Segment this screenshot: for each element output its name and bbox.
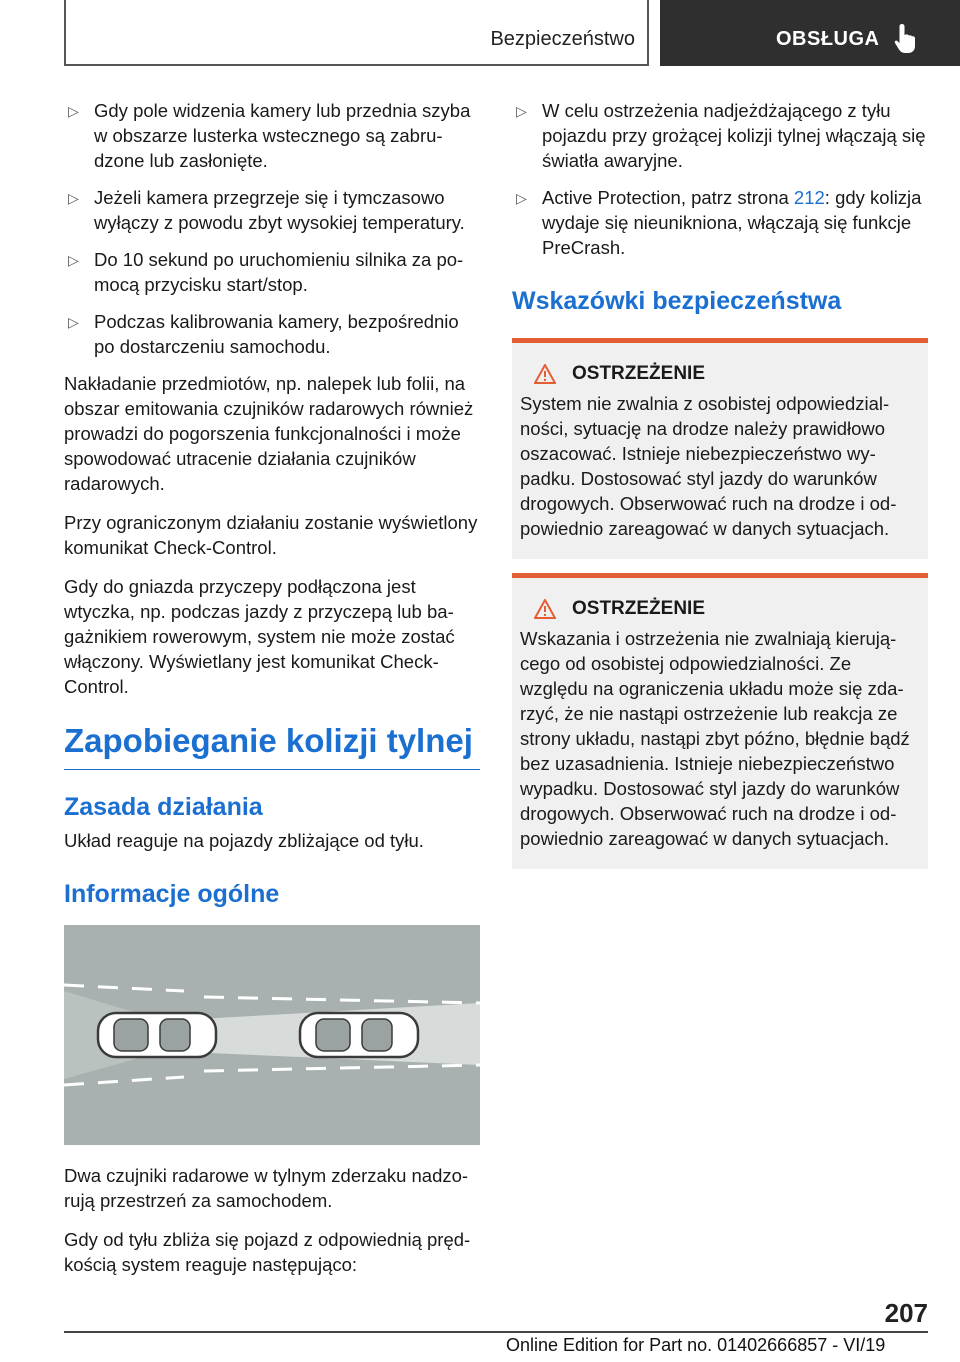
header-left-rule (64, 0, 66, 64)
front-car-icon (300, 1013, 418, 1057)
footer-rule (64, 1331, 928, 1333)
warning-title: OSTRZEŻENIE (572, 363, 706, 384)
warning-box (512, 338, 928, 559)
triangle-bullet-icon: ▷ (516, 190, 527, 206)
paragraph: Gdy do gniazda przyczepy podłączona jest wtyczka, np. podczas jazdy z przyczepą lub bagażnikiem rowerowym, system nie może zostać włączony. Wyświetlany jest komunikat Check-Control. (64, 576, 455, 697)
header-divider (647, 0, 649, 64)
safety-notes-heading: Wskazówki bezpieczeństwa (512, 287, 842, 315)
right-column (512, 98, 928, 883)
header-bottom-rule (64, 64, 649, 66)
chapter-label[interactable]: OBSŁUGA (776, 28, 880, 50)
radar-diagram (64, 925, 480, 1145)
pointing-hand-icon (893, 22, 919, 54)
triangle-bullet-icon: ▷ (68, 103, 79, 119)
rear-car-icon (98, 1013, 216, 1057)
list-item: ▷ Gdy pole widzenia kamery lub przednia szyba w obszarze lusterka wstecznego są zabrudzone lub zasłonięte. (68, 100, 471, 171)
warning-text: System nie zwalnia z osobistej odpowiedzialności, sytuację na drodze należy prawidłowo oszacować. Istnieje niebezpieczeństwo wypadku. Dostosować styl jazdy do warunków drogowych. Obserwować ruch na drodze i odpowiednio zareagować w danych sytuacjach. (520, 393, 897, 539)
radar-illustration (64, 925, 480, 1145)
section-title: Bezpieczeństwo (490, 28, 635, 50)
subheading-general-info: Informacje ogólne (64, 880, 280, 908)
warning-title: OSTRZEŻENIE (572, 598, 706, 619)
triangle-bullet-icon: ▷ (68, 314, 79, 330)
warning-triangle-icon (534, 599, 556, 619)
list-item: ▷ Podczas kalibrowania kamery, bezpośrednio po dostarczeniu samochodu. (68, 311, 459, 357)
principle-text: Układ reaguje na pojazdy zbliżające od tyłu. (64, 830, 424, 851)
page-number: 207 (884, 1298, 928, 1328)
edition-footer: Online Edition for Part no. 01402666857 - VI/19 (506, 1335, 886, 1355)
warning-triangle-icon (534, 364, 556, 384)
list-item: ▷ Do 10 sekund po uruchomieniu silnika za pomocą przycisku start/stop. (68, 249, 464, 295)
list-item: ▷ Active Protection, patrz strona 212: gdy kolizja wydaje się nieunikniona, włączają się funkcje PreCrash. (516, 187, 922, 258)
warning-text: Wskazania i ostrzeżenia nie zwalniają kierującego od osobistej odpowiedzialności. Ze względu na ograniczenia układu może się zdarzyć, że nie nastąpi ostrzeżenie lub reakcja ze strony układu, nastąpi zbyt późno, błędnie bądź bez uzasadnienia. Istnieje niebezpieczeństwo wypadku. Dostosować styl jazdy do warunków drogowych. Obserwować ruch na drodze i odpowiednio zareagować w danych sytuacjach. (520, 628, 910, 849)
subheading-principle: Zasada działania (64, 793, 263, 821)
page-link-212[interactable]: 212 (793, 187, 825, 208)
triangle-bullet-icon: ▷ (516, 103, 527, 119)
list-item: ▷ W celu ostrzeżenia nadjeżdżającego z tyłu pojazdu przy grożącej kolizji tylnej włączają się światła awaryjne. (516, 100, 926, 171)
reaction-list (512, 98, 928, 260)
paragraph: Przy ograniczonym działaniu zostanie wyświetlony komunikat Check-Control. (64, 512, 478, 558)
main-heading: Zapobieganie kolizji tylnej (64, 721, 480, 770)
paragraph: Nakładanie przedmiotów, np. nalepek lub folii, na obszar emitowania czujników radarowych również prowadzi do pogorszenia funkcjonalności i może spowodować utracenie działania czujników radarowych. (64, 373, 474, 494)
paragraph: Gdy od tyłu zbliża się pojazd z odpowiednią prędkością system reaguje następująco: (64, 1229, 471, 1275)
triangle-bullet-icon: ▷ (68, 252, 79, 268)
warning-box (512, 573, 928, 869)
triangle-bullet-icon: ▷ (68, 190, 79, 206)
left-column (64, 98, 480, 1291)
paragraph: Dwa czujniki radarowe w tylnym zderzaku nadzorują przestrzeń za samochodem. (64, 1165, 469, 1211)
list-item: ▷ Jeżeli kamera przegrzeje się i tymczasowo wyłączy z powodu zbyt wysokiej temperatury. (68, 187, 465, 233)
limitations-list (64, 98, 480, 359)
